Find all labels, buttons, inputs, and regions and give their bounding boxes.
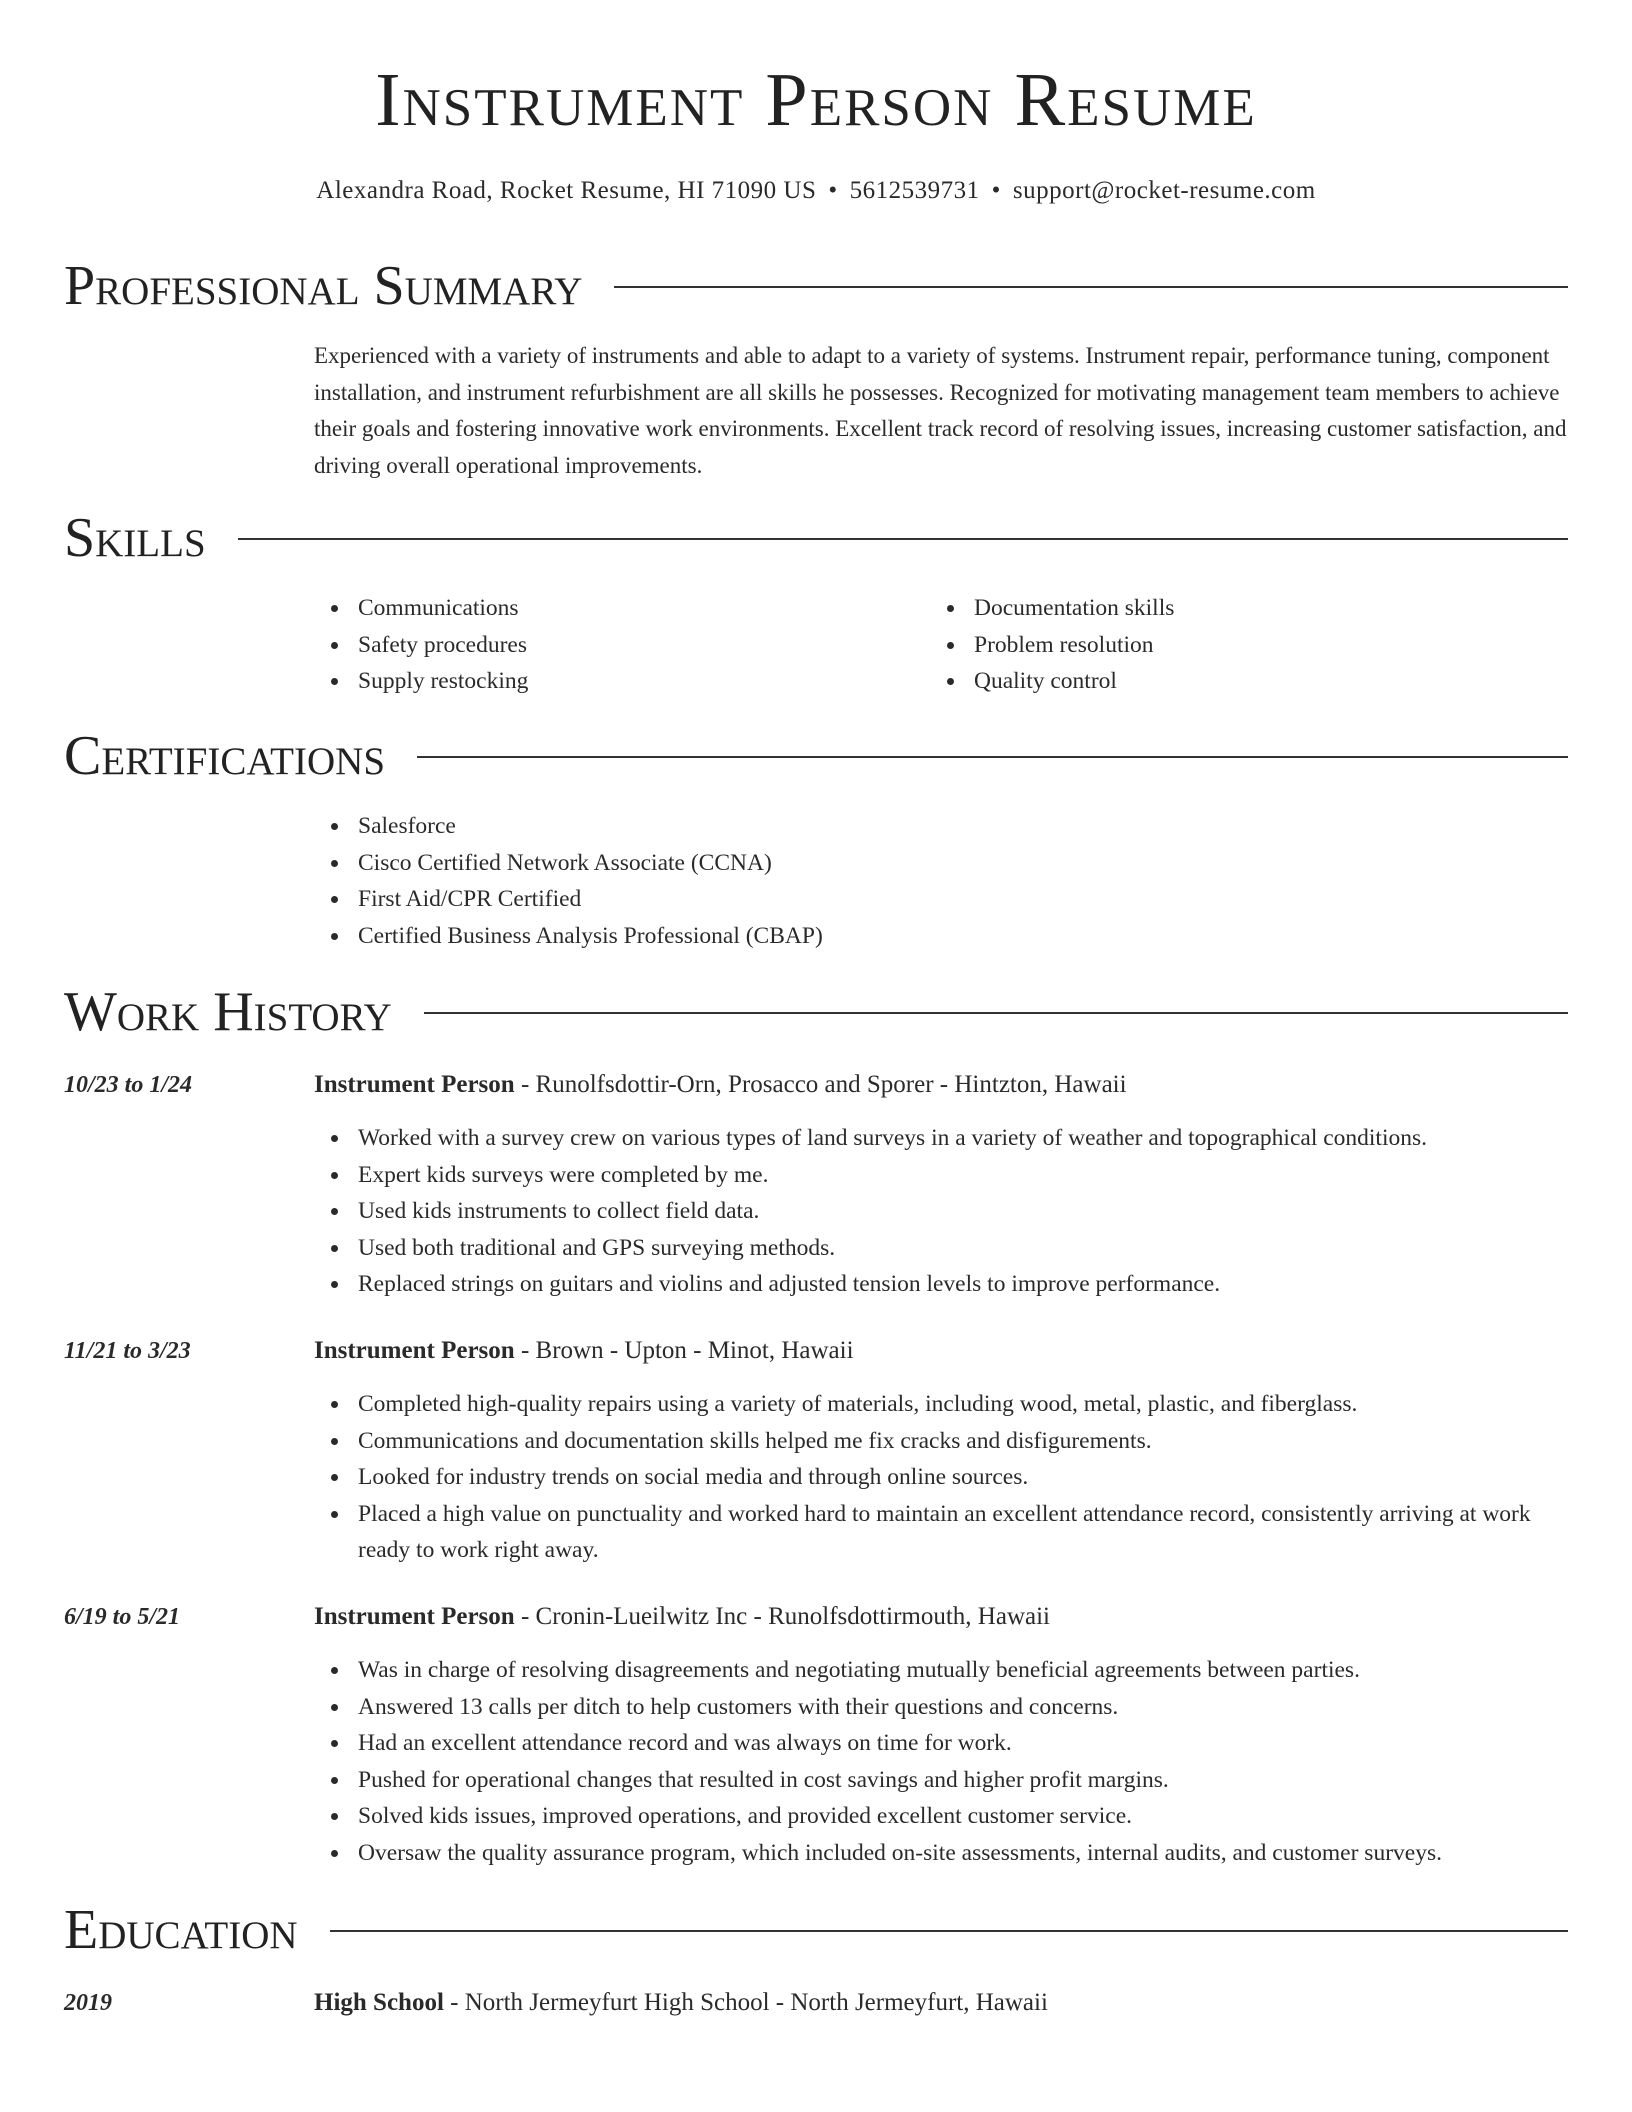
certifications-list	[314, 808, 1568, 954]
skill-item: Documentation skills	[930, 590, 1530, 627]
job-bullet: Answered 13 calls per ditch to help customers with their questions and concerns.	[314, 1689, 1568, 1726]
job-employer: - Runolfsdottir-Orn, Prosacco and Sporer - Hintzton, Hawaii	[514, 1071, 1127, 1098]
education-heading	[314, 1988, 1048, 2018]
job-dates: 6/19 to 5/21	[64, 1604, 181, 1630]
section-divider	[614, 286, 1568, 288]
job-bullet: Was in charge of resolving disagreements and negotiating mutually beneficial agreements between parties.	[314, 1652, 1568, 1689]
job-dates: 10/23 to 1/24	[64, 1072, 193, 1098]
section-title-work-history: Work History	[64, 981, 392, 1043]
job-bullet: Replaced strings on guitars and violins and adjusted tension levels to improve performance.	[314, 1266, 1568, 1303]
resume-title: Instrument Person Resume	[375, 58, 1257, 142]
job-bullets	[314, 1386, 1568, 1569]
education-degree: High School	[314, 1989, 444, 2016]
skill-item: Supply restocking	[314, 663, 914, 700]
section-title-summary: Professional Summary	[64, 255, 583, 317]
job-bullet: Pushed for operational changes that resulted in cost savings and higher profit margins.	[314, 1762, 1568, 1799]
job-heading	[314, 1336, 854, 1366]
job-bullet: Expert kids surveys were completed by me.	[314, 1157, 1568, 1194]
section-title-education: Education	[64, 1899, 298, 1961]
education-year: 2019	[64, 1990, 112, 2016]
job-employer: - Brown - Upton - Minot, Hawaii	[514, 1337, 854, 1364]
job-title: Instrument Person	[314, 1603, 515, 1630]
section-header-skills	[64, 508, 1568, 568]
job-title: Instrument Person	[314, 1071, 515, 1098]
job-bullet: Oversaw the quality assurance program, which included on-site assessments, internal audits, and customer surveys.	[314, 1835, 1568, 1872]
job-bullet: Worked with a survey crew on various types of land surveys in a variety of weather and topographical conditions.	[314, 1120, 1568, 1157]
summary-text: Experienced with a variety of instruments and able to adapt to a variety of systems. Instrument repair, performance tuning, component installation, and instrument refurbishment are all skills he possesses. Recognized for motivating management team members to achieve their goals and fostering innovative work environments. Excellent track record of resolving issues, increasing customer satisfaction, and driving overall operational improvements.	[314, 343, 1567, 478]
contact-phone: 5612539731	[849, 177, 980, 204]
section-divider	[330, 1930, 1568, 1932]
skill-item: Problem resolution	[930, 627, 1530, 664]
contact-line	[0, 176, 1632, 206]
contact-separator: •	[991, 177, 1001, 204]
skills-list-right	[930, 590, 1530, 700]
job-heading	[314, 1070, 1127, 1100]
certification-item: Cisco Certified Network Associate (CCNA)	[314, 845, 1568, 882]
job-heading	[314, 1602, 1050, 1632]
certification-item: First Aid/CPR Certified	[314, 881, 1568, 918]
job-employer: - Cronin-Lueilwitz Inc - Runolfsdottirmouth, Hawaii	[514, 1603, 1051, 1630]
job-title: Instrument Person	[314, 1337, 515, 1364]
job-bullet: Solved kids issues, improved operations, and provided excellent customer service.	[314, 1798, 1568, 1835]
contact-email: support@rocket-resume.com	[1012, 177, 1316, 204]
section-header-summary	[64, 256, 1568, 316]
job-dates: 11/21 to 3/23	[64, 1338, 191, 1364]
skills-list-left	[314, 590, 914, 700]
job-bullet: Had an excellent attendance record and was always on time for work.	[314, 1725, 1568, 1762]
section-title-certifications: Certifications	[64, 725, 386, 787]
skill-item: Safety procedures	[314, 627, 914, 664]
contact-separator: •	[828, 177, 838, 204]
section-header-work-history	[64, 982, 1568, 1042]
certification-item: Salesforce	[314, 808, 1568, 845]
job-bullet: Looked for industry trends on social media and through online sources.	[314, 1459, 1568, 1496]
section-title-skills: Skills	[64, 507, 206, 569]
section-header-education	[64, 1900, 1568, 1960]
section-header-certifications	[64, 726, 1568, 786]
skill-item: Quality control	[930, 663, 1530, 700]
job-bullet: Communications and documentation skills helped me fix cracks and disfigurements.	[314, 1423, 1568, 1460]
job-bullet: Completed high-quality repairs using a variety of materials, including wood, metal, plastic, and fiberglass.	[314, 1386, 1568, 1423]
skill-item: Communications	[314, 590, 914, 627]
job-bullet: Used kids instruments to collect field data.	[314, 1193, 1568, 1230]
education-school: - North Jermeyfurt High School - North Jermeyfurt, Hawaii	[443, 1989, 1048, 2016]
section-divider	[238, 538, 1568, 540]
contact-address: Alexandra Road, Rocket Resume, HI 71090 US	[316, 177, 817, 204]
certification-item: Certified Business Analysis Professional (CBAP)	[314, 918, 1568, 955]
section-divider	[424, 1012, 1568, 1014]
section-divider	[417, 756, 1568, 758]
job-bullets	[314, 1652, 1568, 1871]
job-bullets	[314, 1120, 1568, 1303]
job-bullet: Placed a high value on punctuality and worked hard to maintain an excellent attendance record, consistently arriving at work ready to work right away.	[314, 1496, 1568, 1569]
job-bullet: Used both traditional and GPS surveying methods.	[314, 1230, 1568, 1267]
